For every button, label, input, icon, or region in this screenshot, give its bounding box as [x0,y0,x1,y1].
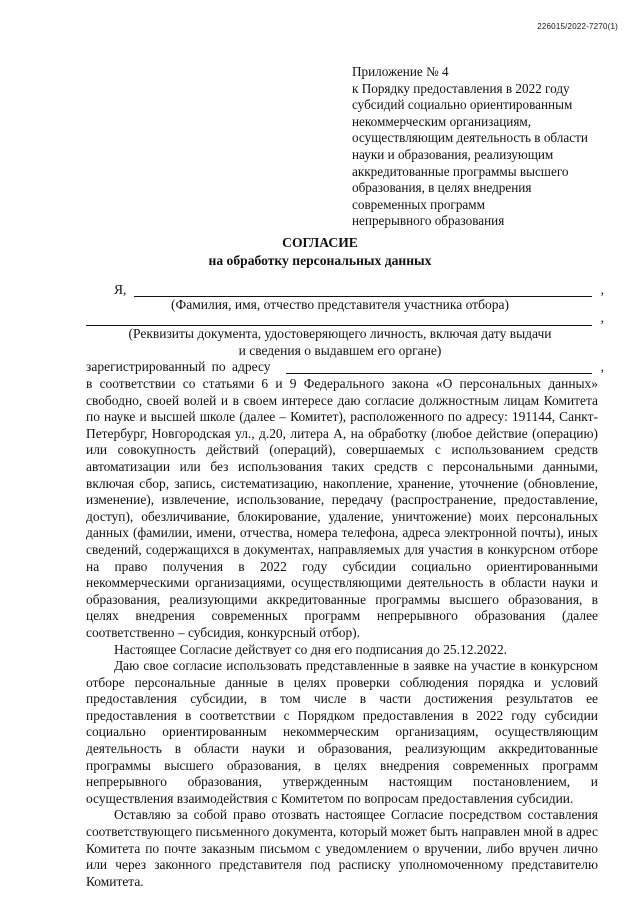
appendix-line: аккредитованные программы высшего [352,163,569,179]
passport-caption-line2: и сведения о выдавшем его органе) [238,343,442,358]
passport-caption-line1: (Реквизиты документа, удостоверяющего личность, включая дату выдачи [128,326,552,341]
appendix-line: некоммерческим организациям, [352,113,532,129]
document-title [0,234,640,269]
document-id: 226015/2022-7270(1) [537,22,618,31]
consent-body [86,376,598,890]
appendix-block [352,64,620,230]
address-field-row [86,359,604,375]
address-label: зарегистрированный по адресу [86,359,271,374]
title-sub: на обработку персональных данных [208,252,432,268]
title-main: СОГЛАСИЕ [282,235,358,250]
appendix-line: современных программ [352,196,485,212]
ya-label: Я, [114,282,127,297]
paragraph-usage: Даю свое согласие использовать представленные в заявке на участие в конкурсном отборе персональные данные в целях проверки соблюдения порядка и условий предоставления субсидии, в том числе в части достижения результатов ее предоставления в соответствии с Порядком предоставления в 2022 году субсидии социально ориентированным некоммерческим организациям, осуществляющим деятельность в области науки и образования, реализующим аккредитованные программы высшего образования, в целях внедрения современных программ непрерывного образования, утвержденным настоящим постановлением, и осуществления взаимодействия с Комитетом по вопросам предоставления субсидии. [86,658,598,806]
paragraph-consent-main: в соответствии со статьями 6 и 9 Федерального закона «О персональных данных» свободно, своей волей и в своем интересе даю согласие должностным лицам Комитета по науке и высшей школе (далее – Комитет), расположенного по адресу: 191144, Санкт-Петербург, Новгородская ул., д.20, литера А, на обработку (любое действие (операцию) или совокупность действий (операций), совершаемых с использованием средств автоматизации или без использования таких средств с персональными данными, включая сбор, запись, систематизацию, накопление, хранение, уточнение (обновление, изменение), извлечение, использование, передачу (распространение, предоставление, доступ), обезличивание, блокирование, удаление, уничтожение) моих персональных данных (фамилии, имени, отчества, номера телефона, адреса электронной почты), иных сведений, содержащихся в документах, направляемых для участия в конкурсном отборе на право получения в 2022 году субсидии социально ориентированными некоммерческими организациями, осуществляющими деятельность в области науки и образования, реализующими аккредитованные программы высшего образования, в целях внедрения современных программ непрерывного образования (далее соответственно – субсидия, конкурсный отбор). [86,376,598,640]
appendix-line: науки и образования, реализующим [352,146,554,162]
passport-comma: , [600,310,604,325]
appendix-line: образования, в целях внедрения [352,180,532,196]
appendix-line: непрерывного образования [352,213,505,229]
fio-caption: (Фамилия, имя, отчество представителя участника отбора) [171,297,509,312]
appendix-line: к Порядку предоставления в 2022 году [352,80,570,96]
passport-field-row [86,312,604,326]
address-blank-line[interactable] [286,373,592,374]
appendix-line: Приложение № 4 [352,64,449,79]
appendix-line: осуществляющим деятельность в области [352,130,588,146]
fio-field-row [114,282,604,298]
paragraph-validity: Настоящее Согласие действует со дня его подписания до 25.12.2022. [114,641,508,657]
fio-comma: , [600,282,604,297]
address-comma: , [600,359,604,374]
appendix-line: субсидий социально ориентированным [352,97,573,113]
paragraph-revocation: Оставляю за собой право отозвать настоящее Согласие посредством составления соответствующего письменного документа, который может быть направлен мной в адрес Комитета по почте заказным письмом с уведомлением о вручении, либо вручен лично или через законного представителя под расписку уполномоченному представителю Комитета. [86,807,598,889]
